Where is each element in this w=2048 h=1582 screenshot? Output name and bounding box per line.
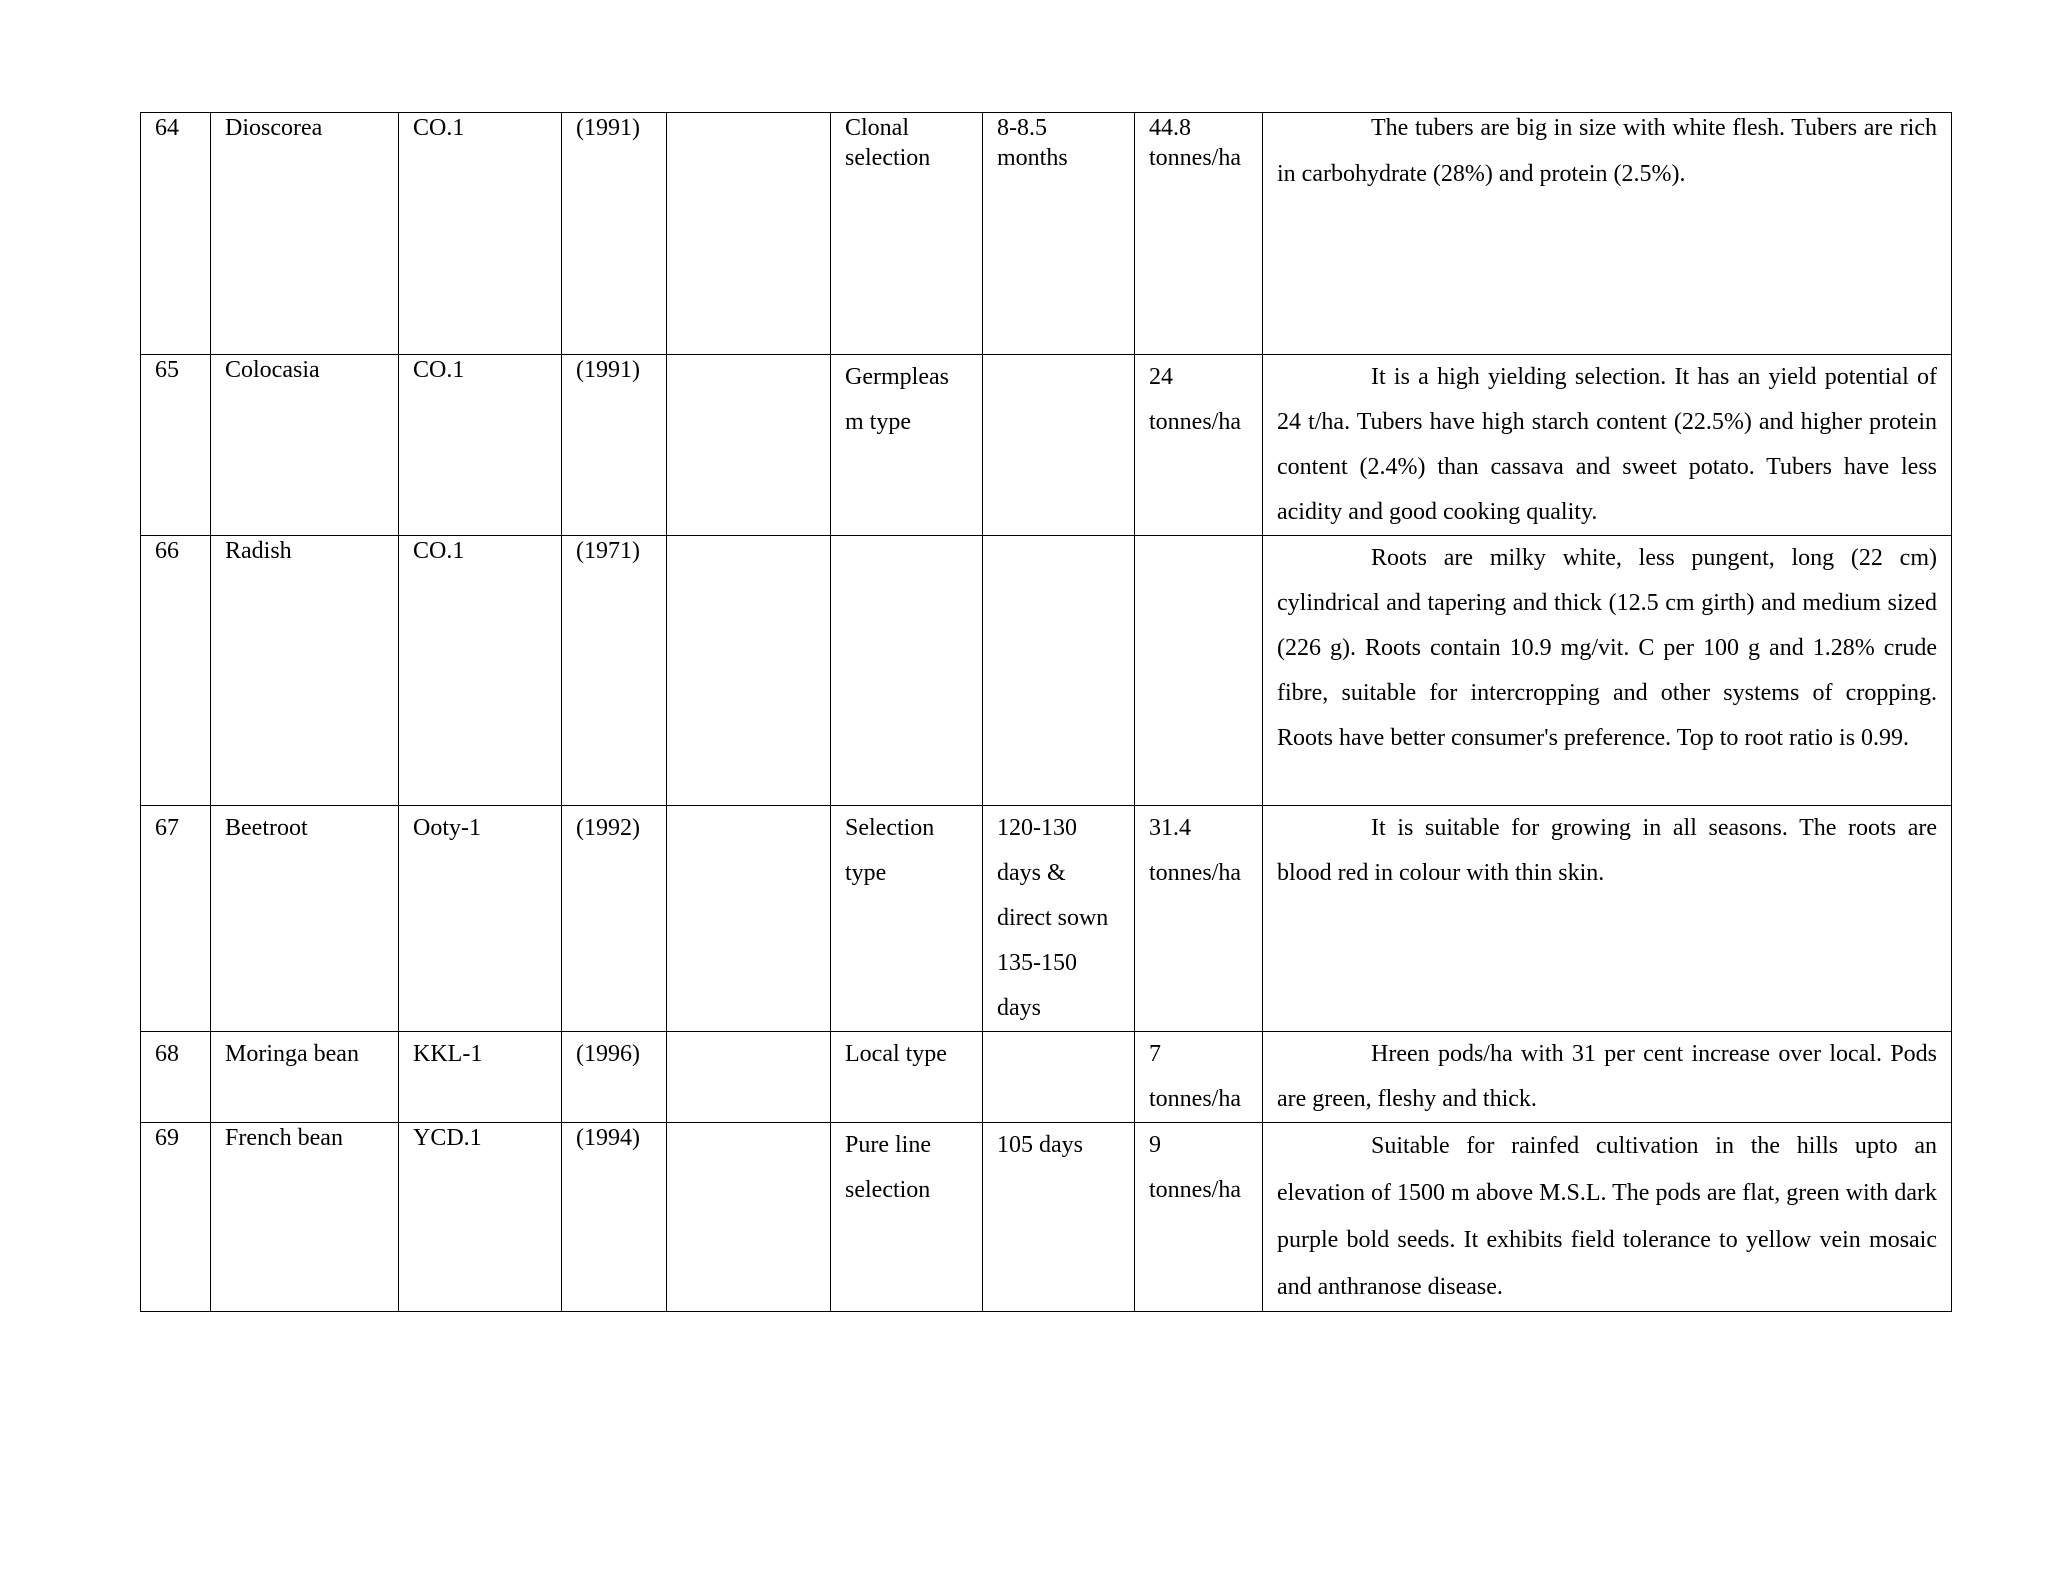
description-cell: Hreen pods/ha with 31 per cent increase over local. Pods are green, fleshy and thick. bbox=[1263, 1032, 1952, 1123]
year-cell: (1994) bbox=[562, 1123, 667, 1312]
crop-cell: Beetroot bbox=[211, 806, 399, 1032]
parentage-cell bbox=[667, 536, 831, 806]
year-cell: (1992) bbox=[562, 806, 667, 1032]
breeding-method-cell: Germpleas m type bbox=[831, 355, 983, 536]
breeding-method-cell: Clonal selection bbox=[831, 113, 983, 355]
description-cell: It is suitable for growing in all seasons. The roots are blood red in colour with thin skin. bbox=[1263, 806, 1952, 1032]
description-cell: The tubers are big in size with white flesh. Tubers are rich in carbohydrate (28%) and protein (2.5%). bbox=[1263, 113, 1952, 355]
table-row bbox=[141, 536, 1952, 806]
variety-cell: CO.1 bbox=[399, 113, 562, 355]
duration-cell bbox=[983, 1032, 1135, 1123]
description-cell: It is a high yielding selection. It has an yield potential of 24 t/ha. Tubers have high starch content (22.5%) and higher protein content (2.4%) than cassava and sweet potato. Tubers have less acidity and good cooking quality. bbox=[1263, 355, 1952, 536]
serial-number-cell: 66 bbox=[141, 536, 211, 806]
year-cell: (1996) bbox=[562, 1032, 667, 1123]
parentage-cell bbox=[667, 355, 831, 536]
serial-number-cell: 69 bbox=[141, 1123, 211, 1312]
parentage-cell bbox=[667, 1032, 831, 1123]
year-cell: (1971) bbox=[562, 536, 667, 806]
description-cell: Suitable for rainfed cultivation in the hills upto an elevation of 1500 m above M.S.L. The pods are flat, green with dark purple bold seeds. It exhibits field tolerance to yellow vein mosaic and anthranose disease. bbox=[1263, 1123, 1952, 1312]
crop-cell: Radish bbox=[211, 536, 399, 806]
yield-cell: 31.4 tonnes/ha bbox=[1135, 806, 1263, 1032]
duration-cell bbox=[983, 536, 1135, 806]
table-row bbox=[141, 806, 1952, 1032]
variety-cell: KKL-1 bbox=[399, 1032, 562, 1123]
parentage-cell bbox=[667, 113, 831, 355]
breeding-method-cell bbox=[831, 536, 983, 806]
duration-cell: 105 days bbox=[983, 1123, 1135, 1312]
crop-cell: French bean bbox=[211, 1123, 399, 1312]
crop-cell: Moringa bean bbox=[211, 1032, 399, 1123]
serial-number-cell: 64 bbox=[141, 113, 211, 355]
table-row bbox=[141, 1123, 1952, 1312]
table-row bbox=[141, 355, 1952, 536]
duration-cell: 120-130 days & direct sown 135-150 days bbox=[983, 806, 1135, 1032]
yield-cell: 44.8 tonnes/ha bbox=[1135, 113, 1263, 355]
crop-cell: Colocasia bbox=[211, 355, 399, 536]
serial-number-cell: 67 bbox=[141, 806, 211, 1032]
yield-cell: 24 tonnes/ha bbox=[1135, 355, 1263, 536]
breeding-method-cell: Pure line selection bbox=[831, 1123, 983, 1312]
parentage-cell bbox=[667, 806, 831, 1032]
year-cell: (1991) bbox=[562, 355, 667, 536]
breeding-method-cell: Local type bbox=[831, 1032, 983, 1123]
description-cell: Roots are milky white, less pungent, long (22 cm) cylindrical and tapering and thick (12.5 cm girth) and medium sized (226 g). Roots contain 10.9 mg/vit. C per 100 g and 1.28% crude fibre, suitable for intercropping and other systems of cropping. Roots have better consumer's preference. Top to root ratio is 0.99. bbox=[1263, 536, 1952, 806]
variety-cell: CO.1 bbox=[399, 536, 562, 806]
variety-table bbox=[140, 112, 1952, 1312]
serial-number-cell: 65 bbox=[141, 355, 211, 536]
duration-cell bbox=[983, 355, 1135, 536]
yield-cell: 9 tonnes/ha bbox=[1135, 1123, 1263, 1312]
yield-cell: 7 tonnes/ha bbox=[1135, 1032, 1263, 1123]
crop-cell: Dioscorea bbox=[211, 113, 399, 355]
breeding-method-cell: Selection type bbox=[831, 806, 983, 1032]
parentage-cell bbox=[667, 1123, 831, 1312]
variety-cell: Ooty-1 bbox=[399, 806, 562, 1032]
serial-number-cell: 68 bbox=[141, 1032, 211, 1123]
variety-cell: YCD.1 bbox=[399, 1123, 562, 1312]
variety-cell: CO.1 bbox=[399, 355, 562, 536]
duration-cell: 8-8.5 months bbox=[983, 113, 1135, 355]
table-row bbox=[141, 113, 1952, 355]
table-row bbox=[141, 1032, 1952, 1123]
year-cell: (1991) bbox=[562, 113, 667, 355]
yield-cell bbox=[1135, 536, 1263, 806]
